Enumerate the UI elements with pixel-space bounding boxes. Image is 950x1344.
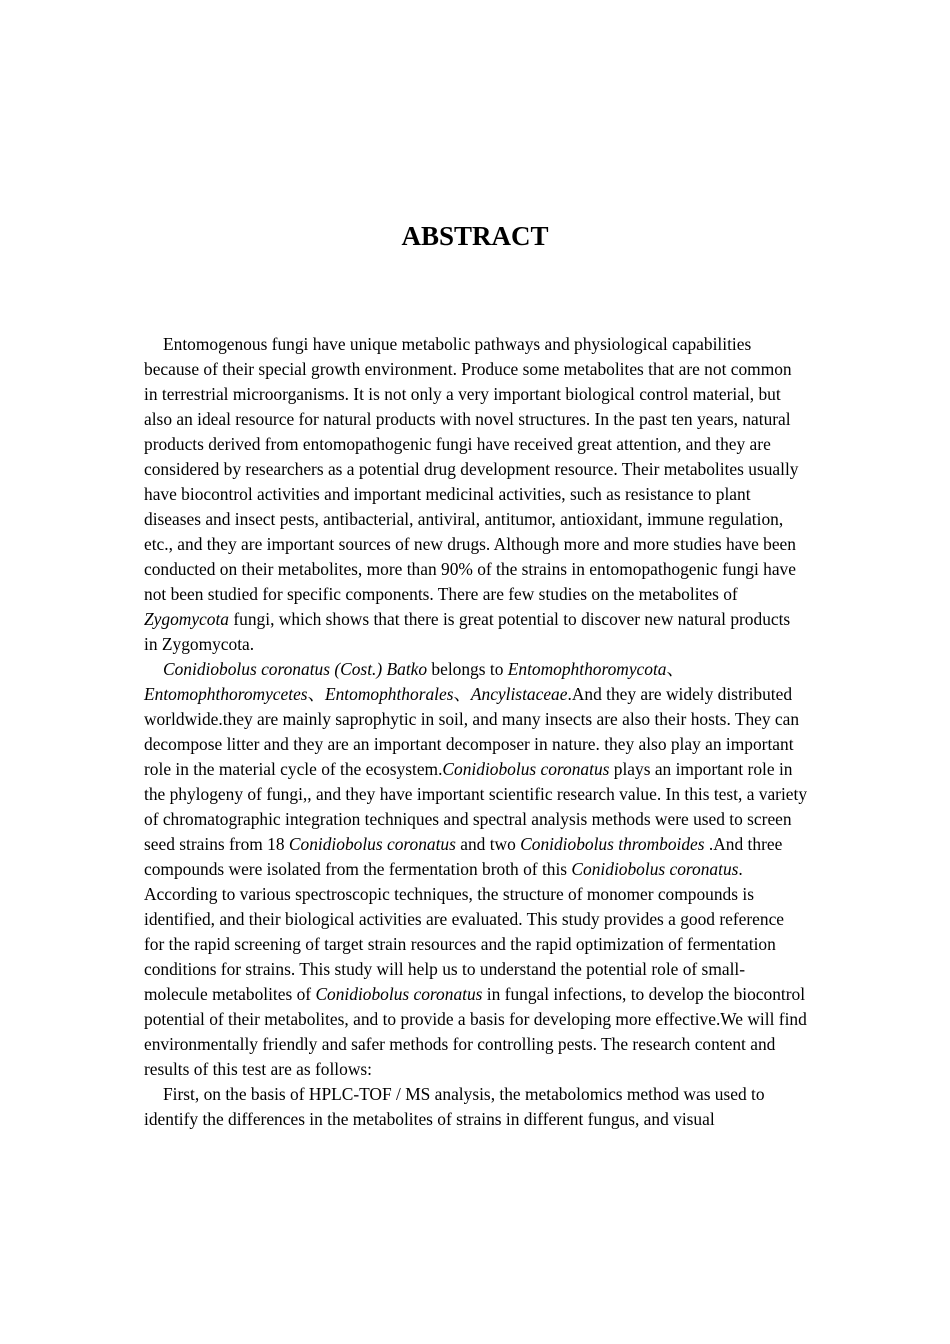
abstract-heading: ABSTRACT [401, 221, 549, 251]
text-run: .And they are widely distributed worldwide.they are mainly saprophytic in soil, and many insects are also their hosts. They can decompose litter and they are an important decomposer in nature. they also play an important role in the material cycle of the ecosystem. [144, 684, 800, 779]
taxon-name: Entomophthoromycetes [144, 684, 308, 704]
taxon-name: Entomophthorales [324, 684, 454, 704]
text-run: fungi, which shows that there is great potential to discover new natural products in Zygomycota. [144, 609, 791, 654]
species-name: Conidiobolus coronatus [288, 834, 456, 854]
species-name: Zygomycota [144, 609, 230, 629]
paragraph-intro [144, 332, 808, 657]
separator: 、 [666, 659, 684, 679]
species-name: Conidiobolus thromboides [520, 834, 705, 854]
text-run: and two [455, 834, 521, 854]
text-run: belongs to [427, 659, 508, 679]
species-name: Conidiobolus coronatus [442, 759, 610, 779]
text-run: in fungal infections, to develop the biocontrol potential of their metabolites, and to provide a basis for developing more effective.We will find environmentally friendly and safer methods for controlling pests. The research content and results of this test are as follows: [144, 984, 807, 1079]
species-name: Conidiobolus coronatus [571, 859, 739, 879]
text-run: First, on the basis of HPLC-TOF / MS analysis, the metabolomics method was used to identify the differences in the metabolites of strains in different fungus, and visual [144, 1084, 765, 1129]
text-run: . According to various spectroscopic techniques, the structure of monomer compounds is identified, and their biological activities are evaluated. This study provides a good reference for the rapid screening of target strain resources and the rapid optimization of fermentation conditions for strains. This study will help us to understand the potential role of small-molecule metabolites of [144, 859, 785, 1004]
text-run: plays an important role in the phylogeny of fungi,, and they have important scientific research value. In this test, a variety of chromatographic integration techniques and spectral analysis methods were used to screen seed strains from 18 [144, 759, 808, 854]
paragraph-first-result [144, 1082, 808, 1132]
species-name: Conidiobolus coronatus (Cost.) Batko [163, 659, 428, 679]
abstract-body [144, 332, 808, 1132]
paragraph-conidiobolus [144, 657, 808, 1082]
taxon-name: Entomophthoromycota [507, 659, 667, 679]
text-run: .And three compounds were isolated from the fermentation broth of this [144, 834, 783, 879]
species-name: Conidiobolus coronatus [315, 984, 483, 1004]
separator: 、 [307, 684, 325, 704]
taxon-name: Ancylistaceae [470, 684, 568, 704]
separator: 、 [453, 684, 471, 704]
text-run: Entomogenous fungi have unique metabolic pathways and physiological capabilities because of their special growth environment. Produce some metabolites that are not common in terrestrial microorganisms. It is not only a very important biological control material, but also an ideal resource for natural products with novel structures. In the past ten years, natural products derived from entomopathogenic fungi have received great attention, and they are considered by researchers as a potential drug development resource. Their metabolites usually have biocontrol activities and important medicinal activities, such as resistance to plant diseases and insect pests, antibacterial, antiviral, antitumor, antioxidant, immune regulation, etc., and they are important sources of new drugs. Although more and more studies have been conducted on their metabolites, more than 90% of the strains in entomopathogenic fungi have not been studied for specific components. There are few studies on the metabolites of [144, 334, 799, 604]
